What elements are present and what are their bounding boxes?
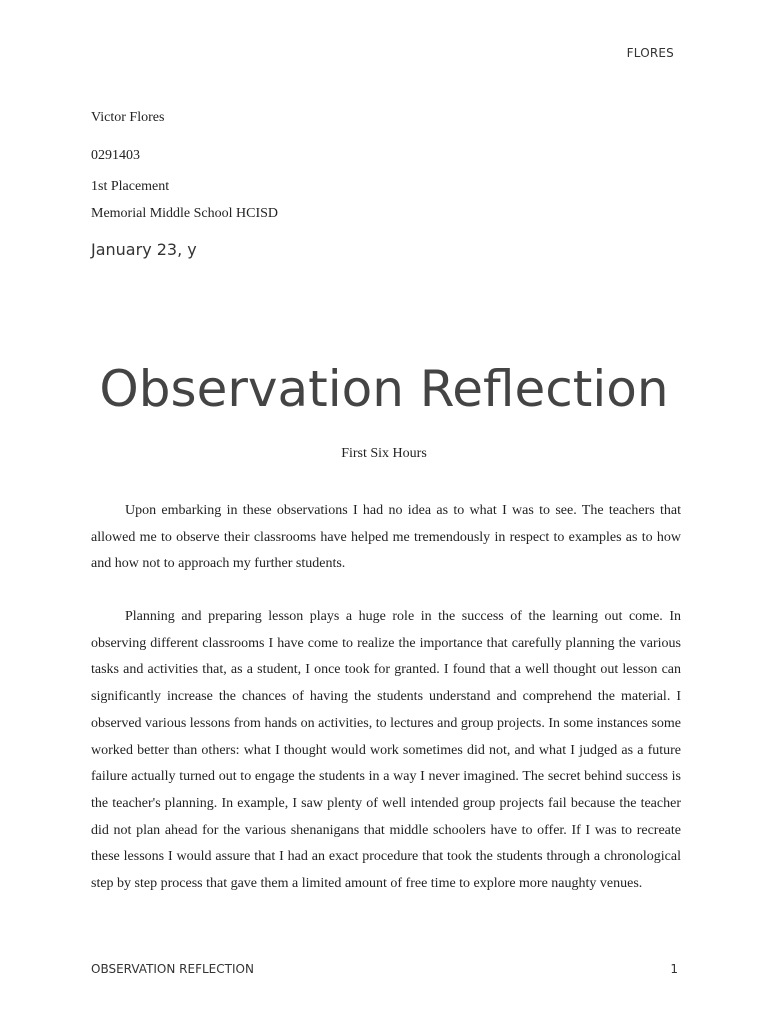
document-date: January 23, y xyxy=(91,240,197,259)
body-paragraph-2: Planning and preparing lesson plays a huge role in the success of the learning out come. In observing different classrooms I have come to realize the importance that carefully planning the various tasks and activities that, as a student, I once took for granted. I found that a well thought out lesson can significantly increase the chances of having the students understand and comprehend the material. I observed various lessons from hands on activities, to lectures and group projects. In some instances some worked better than others: what I thought would work sometimes did not, and what I judged as a future failure actually turned out to engage the students in a way I never imagined. The secret behind success is the teacher's planning. In example, I saw plenty of well intended group projects fail because the teacher did not plan ahead for the various shenanigans that middle schoolers have to offer. If I was to recreate these lessons I would assure that I had an exact procedure that took the students through a chronological step by step process that gave them a limited amount of free time to explore more naughty venues. xyxy=(91,609,681,892)
running-head: FLORES xyxy=(626,46,674,60)
page-number: 1 xyxy=(670,962,678,976)
document-title: Observation Reflection xyxy=(99,360,669,418)
body-paragraph-1: Upon embarking in these observations I had no idea as to what I was to see. The teachers that allowed me to observe their classrooms have helped me tremendously in respect to examples as to how and how not to approach my further students. xyxy=(91,503,681,572)
student-id: 0291403 xyxy=(91,148,140,163)
author-name: Victor Flores xyxy=(91,110,165,125)
footer-title: OBSERVATION REFLECTION xyxy=(91,962,254,976)
placement: 1st Placement xyxy=(91,179,170,194)
school-name: Memorial Middle School HCISD xyxy=(91,206,279,221)
document-subtitle: First Six Hours xyxy=(341,446,427,461)
